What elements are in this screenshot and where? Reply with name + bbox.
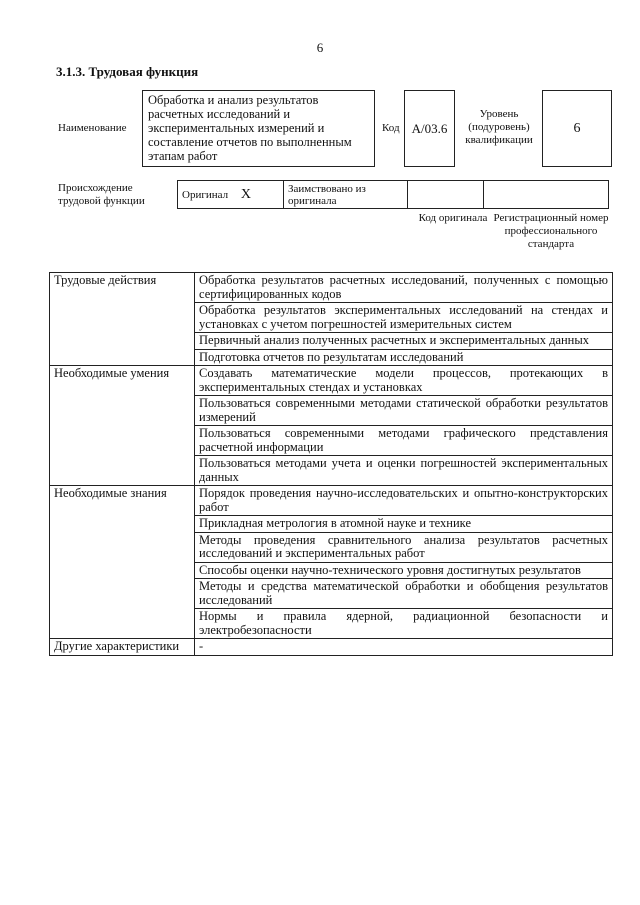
labor-action-item: Подготовка отчетов по результатам исследований	[195, 349, 613, 366]
skill-item: Пользоваться современными методами статической обработки результатов измерений	[195, 396, 613, 426]
borrowed-cell: Заимствовано из оригинала	[284, 181, 408, 209]
table-row	[50, 273, 613, 303]
other-value: -	[195, 639, 613, 656]
original-cell	[178, 181, 284, 209]
original-mark: X	[240, 186, 251, 202]
table-row	[50, 486, 613, 516]
knowledge-item: Нормы и правила ядерной, радиационной безопасности и электробезопасности	[195, 609, 613, 639]
code-label: Код	[382, 122, 400, 134]
knowledge-item: Методы проведения сравнительного анализа результатов расчетных исследований и экспериментальных работ	[195, 532, 613, 562]
knowledge-item: Порядок проведения научно-исследовательских и опытно-конструкторских работ	[195, 486, 613, 516]
level-value: 6	[542, 90, 612, 167]
code-value: A/03.6	[404, 90, 455, 167]
skill-item: Пользоваться методами учета и оценки погрешностей экспериментальных данных	[195, 456, 613, 486]
other-heading: Другие характеристики	[50, 639, 195, 656]
skill-item: Создавать математические модели процессов, протекающих в экспериментальных стендах и установках	[195, 366, 613, 396]
knowledge-item: Методы и средства математической обработки и обобщения результатов исследований	[195, 579, 613, 609]
function-table	[49, 272, 613, 656]
level-label: Уровень (подуровень) квалификации	[465, 108, 533, 146]
page-number: 6	[316, 40, 324, 55]
table-row	[50, 639, 613, 656]
name-value: Обработка и анализ результатов расчетных исследований и экспериментальных измерений и составление отчетов по выполненным этапам работ	[142, 90, 375, 167]
original-label: Оригинал	[182, 188, 229, 201]
origin-label: Происхождение трудовой функции	[58, 182, 145, 207]
skill-item: Пользоваться современными методами графического представления расчетной информации	[195, 426, 613, 456]
name-label: Наименование	[58, 122, 127, 134]
knowledge-item: Способы оценки научно-технического уровня достигнутых результатов	[195, 562, 613, 579]
knowledge-heading: Необходимые знания	[50, 486, 195, 639]
labor-action-item: Обработка результатов расчетных исследований, полученных с помощью сертифицированных кодов	[195, 273, 613, 303]
skills-heading: Необходимые умения	[50, 366, 195, 486]
code-caption: Код оригинала	[418, 212, 488, 224]
labor-action-item: Первичный анализ полученных расчетных и экспериментальных данных	[195, 333, 613, 350]
origin-table	[177, 180, 609, 209]
section-title: 3.1.3. Трудовая функция	[56, 64, 199, 79]
labor-actions-heading: Трудовые действия	[50, 273, 195, 366]
original-code-cell	[408, 181, 484, 209]
reg-caption: Регистрационный номер профессионального стандарта	[493, 212, 609, 250]
knowledge-item: Прикладная метрология в атомной науке и технике	[195, 516, 613, 533]
labor-action-item: Обработка результатов экспериментальных исследований на стендах и установках с учетом погрешностей измерительных систем	[195, 303, 613, 333]
reg-number-cell	[484, 181, 609, 209]
table-row	[50, 366, 613, 396]
